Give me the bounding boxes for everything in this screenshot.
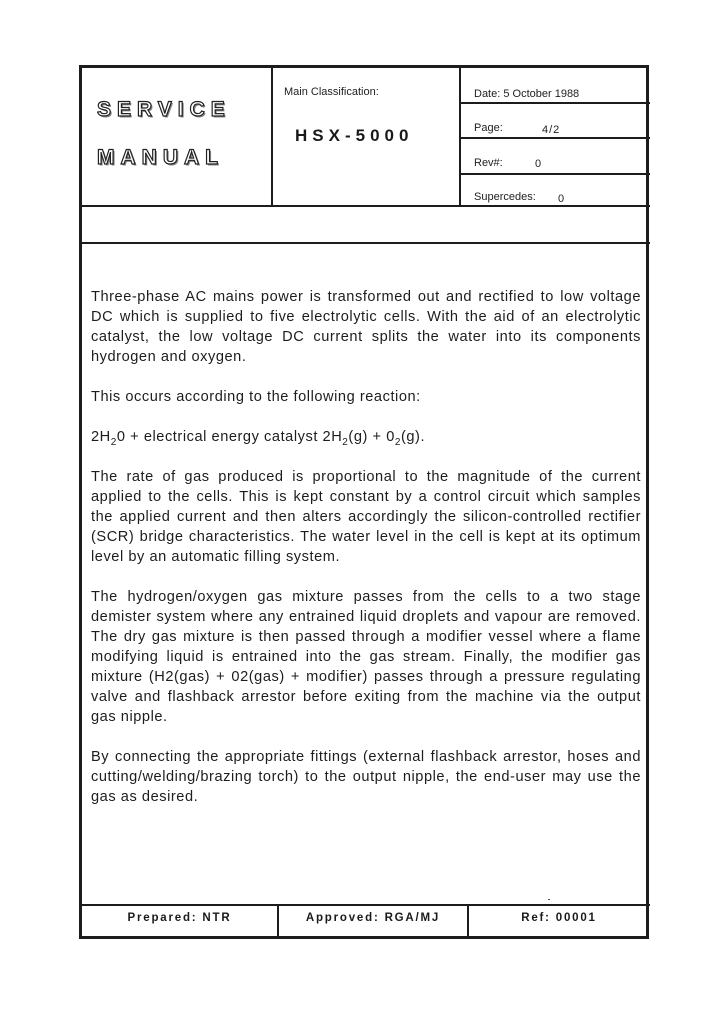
paragraph-rate: The rate of gas produced is proportional to the magnitude of the current applied to the cells. This is kept constant by a control circuit which samples the applied current and then alters accordingly the silicon-controlled rectifier (SCR) bridge characteristics. The water level in the cell is kept at its optimum level by an automatic filling system. [91,469,641,565]
title-service: SERVICE [97,98,231,121]
reaction-equation [91,427,641,447]
prepared-by: Prepared: NTR [127,912,232,924]
reference-number: Ref: 00001 [521,912,597,924]
paragraph-usage: By connecting the appropriate fittings (external flashback arrestor, hoses and cutting/welding/brazing torch) to the output nipple, the end-user may use the gas as desired. [91,749,641,805]
meta-row-divider-1 [460,102,650,104]
paragraph-intro: Three-phase AC mains power is transformed out and rectified to low voltage DC which is supplied to five electrolytic cells. With the aid of an electrolytic catalyst, the low voltage DC current splits the water into its components hydrogen and oxygen. [91,289,641,365]
approved-by: Approved: RGA/MJ [305,912,441,924]
footer-top-divider [80,904,650,906]
classification-label: Main Classification: [284,86,379,98]
reaction-subscript: 2 [342,437,349,448]
date-field: Date: 5 October 1988 [474,88,580,100]
reaction-part: 0 + electrical energy catalyst 2H [116,429,343,445]
rev-label: Rev#: [474,157,503,169]
rev-value: 0 [535,158,542,170]
reaction-part: (g) + 0 [348,429,395,445]
page-value: 4/2 [542,124,561,136]
supercedes-label: Supercedes: [474,191,536,203]
body-content [91,287,641,807]
page-label: Page: [474,122,503,134]
header-bottom-divider [80,205,650,207]
meta-row-divider-3 [460,173,650,175]
meta-row-divider-2 [460,137,650,139]
reaction-part: 2H [91,429,111,445]
model-number: HSX-5000 [295,126,414,145]
reaction-part: (g). [400,429,426,445]
header-divider-1 [271,66,273,206]
paragraph-gas-flow: The hydrogen/oxygen gas mixture passes from the cells to a two stage demister system where any entrained liquid droplets and vapour are removed. The dry gas mixture is then passed through a modifier vessel where a flame modifying liquid is entrained into the gas stream. Finally, the modifier gas mixture (H2(gas) + 02(gas) + modifier) passes through a pressure regulating valve and flashback arrestor before exiting from the machine via the output gas nipple. [91,589,641,725]
header-divider-2 [459,66,461,206]
scan-speck [548,899,550,900]
reaction-subscript: 2 [394,437,401,448]
title-manual: MANUAL [97,146,224,169]
reaction-subscript: 2 [110,437,117,448]
paragraph-reaction-intro: This occurs according to the following reaction: [91,389,421,405]
supercedes-value: 0 [558,193,565,205]
blank-row-bottom-divider [80,242,650,244]
